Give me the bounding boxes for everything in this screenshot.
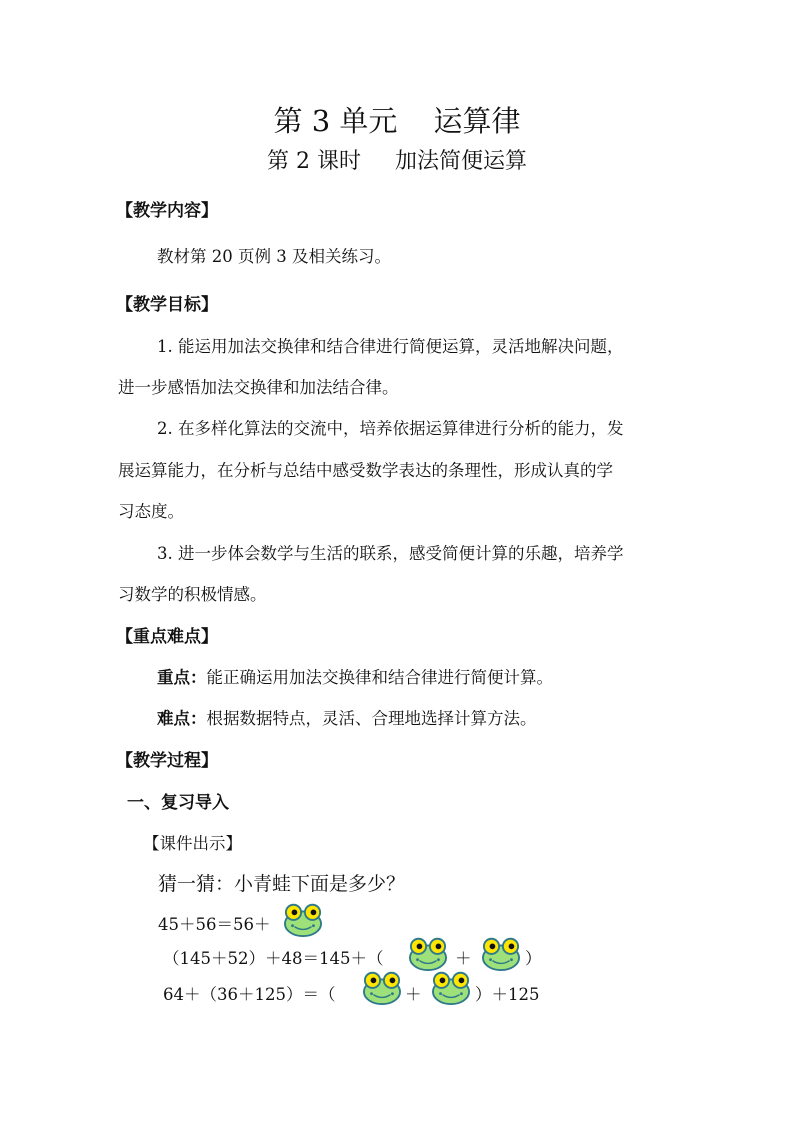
frog-icon [430, 968, 472, 1006]
difficult-point-row [157, 705, 537, 729]
courseware-label: 【课件出示】 [143, 834, 242, 853]
lesson-topic: 加法简便运算 [394, 149, 527, 174]
step1-heading: 一、复习导入 [127, 793, 229, 813]
equation-2-plus: ＋ [455, 949, 472, 968]
key-point-text: 能正确运用加法交换律和结合律进行简便计算。 [206, 668, 553, 687]
lesson-number: 第 2 课时 [267, 149, 361, 174]
key-points-heading: 【重点难点】 [116, 627, 218, 647]
goal2-line1: 2. 在多样化算法的交流中，培养依据运算律进行分析的能力，发 [157, 419, 624, 438]
content-text: 教材第 20 页例 3 及相关练习。 [157, 247, 391, 266]
frog-icon [407, 934, 449, 972]
page-subtitle [0, 144, 794, 175]
difficult-point-text: 根据数据特点，灵活、合理地选择计算方法。 [206, 709, 537, 728]
equation-1: 45＋56＝56＋ [158, 915, 271, 934]
equation-2-left: （145＋52）＋48＝145＋（ [163, 949, 384, 968]
frog-icon [282, 900, 324, 938]
page-title [0, 99, 794, 140]
frog-icon [480, 934, 522, 972]
equation-3-left: 64＋（36＋125）＝（ [163, 985, 336, 1004]
unit-topic: 运算律 [433, 104, 521, 138]
process-heading: 【教学过程】 [116, 751, 218, 771]
frog-icon [361, 968, 403, 1006]
goal2-line3: 习态度。 [118, 502, 184, 521]
equation-2-close: ） [525, 949, 542, 968]
equation-3-close: ）＋125 [475, 985, 540, 1004]
goal3-line2: 习数学的积极情感。 [118, 585, 267, 604]
goals-heading: 【教学目标】 [116, 295, 218, 315]
key-point-label: 重点： [157, 668, 207, 687]
difficult-point-label: 难点： [157, 709, 207, 728]
goal1-line1: 1. 能运用加法交换律和结合律进行简便运算，灵活地解决问题， [157, 337, 624, 356]
goal3-line1: 3. 进一步体会数学与生活的联系，感受简便计算的乐趣，培养学 [157, 544, 624, 563]
goal2-line2: 展运算能力，在分析与总结中感受数学表达的条理性，形成认真的学 [118, 461, 613, 480]
content-heading: 【教学内容】 [116, 201, 218, 221]
key-point-row [157, 664, 553, 688]
goal1-line2: 进一步感悟加法交换律和加法结合律。 [118, 378, 399, 397]
unit-number: 第 3 单元 [273, 104, 398, 138]
equation-3-plus: ＋ [405, 985, 422, 1004]
guess-prompt: 猜一猜：小青蛙下面是多少？ [158, 873, 406, 895]
